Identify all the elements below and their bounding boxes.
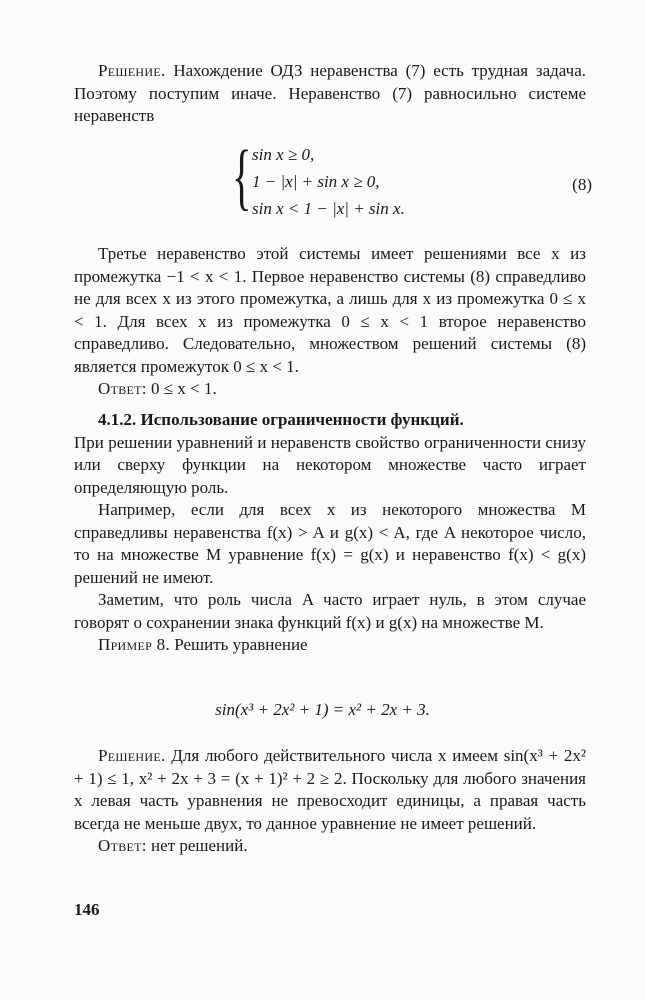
solution-text: Нахождение ОДЗ неравенства (7) есть трудная задача. Поэтому поступим иначе. Неравенство (7) равносильно системе неравенств <box>74 61 587 125</box>
third-inequality-text: Третье неравенство этой системы имеет решениями все x из промежутка −1 < x < 1. Первое неравенство системы (8) справедливо не для всех x из этого промежутка, а лишь для x из промежутка 0 ≤ x < 1. Для всех x из промежутка 0 ≤ x < 1 второе неравенство справедливо. Следовательно, множеством решений системы (8) является промежуток 0 ≤ x < 1. <box>74 244 586 376</box>
section-heading <box>74 409 586 432</box>
system-brace: { <box>232 136 252 218</box>
section-intro-text: При решении уравнений и неравенств свойство ограниченности снизу или сверху функции на некотором множестве часто играет определяющую роль. <box>74 432 586 497</box>
answer-2-value: нет решений. <box>151 836 248 855</box>
solution-label: Решение. <box>98 61 166 80</box>
equation-text: sin(x³ + 2x² + 1) = x² + 2x + 3. <box>215 700 430 719</box>
system-line-1: sin x ≥ 0, <box>252 145 315 164</box>
inequality-system-8 <box>232 136 592 223</box>
section-number: 4.1.2. <box>98 410 137 429</box>
section-4-1-2 <box>74 409 586 657</box>
answer-2-label: Ответ: <box>98 836 147 855</box>
section-title: Использование ограниченности функций. <box>140 410 464 429</box>
example-8-equation <box>0 700 645 720</box>
answer-value: 0 ≤ x < 1. <box>151 379 217 398</box>
third-inequality-paragraph <box>74 243 586 401</box>
solution-2-label: Решение. <box>98 746 166 765</box>
example-paragraph: Например, если для всех x из некоторого множества M справедливы неравенства f(x) > A и g(x) < A, где A некоторое число, то на множестве M уравнение f(x) = g(x) и неравенство f(x) < g(x) решений не имеют. <box>74 500 586 587</box>
solution-1-paragraph <box>74 60 586 128</box>
page-number: 146 <box>74 900 100 919</box>
solution-2-text: Для любого действительного числа x имеем sin(x³ + 2x² + 1) ≤ 1, x² + 2x + 3 = (x + 1)² + 2 ≥ 2. Поскольку для любого значения x левая часть уравнения не превосходит единицы, а правая часть всегда не меньше двух, то данное уравнение не имеет решений. <box>74 746 586 833</box>
system-line-3: sin x < 1 − |x| + sin x. <box>252 199 405 218</box>
solution-2-paragraph <box>74 745 586 858</box>
equation-number: (8) <box>572 175 592 194</box>
answer-label: Ответ: <box>98 379 147 398</box>
example-8-text: Решить уравнение <box>174 635 308 654</box>
system-line-2: 1 − |x| + sin x ≥ 0, <box>252 172 380 191</box>
example-8-label: Пример 8. <box>98 635 170 654</box>
note-paragraph: Заметим, что роль числа A часто играет нуль, в этом случае говорят о сохранении знака функций f(x) и g(x) на множестве M. <box>74 590 586 632</box>
